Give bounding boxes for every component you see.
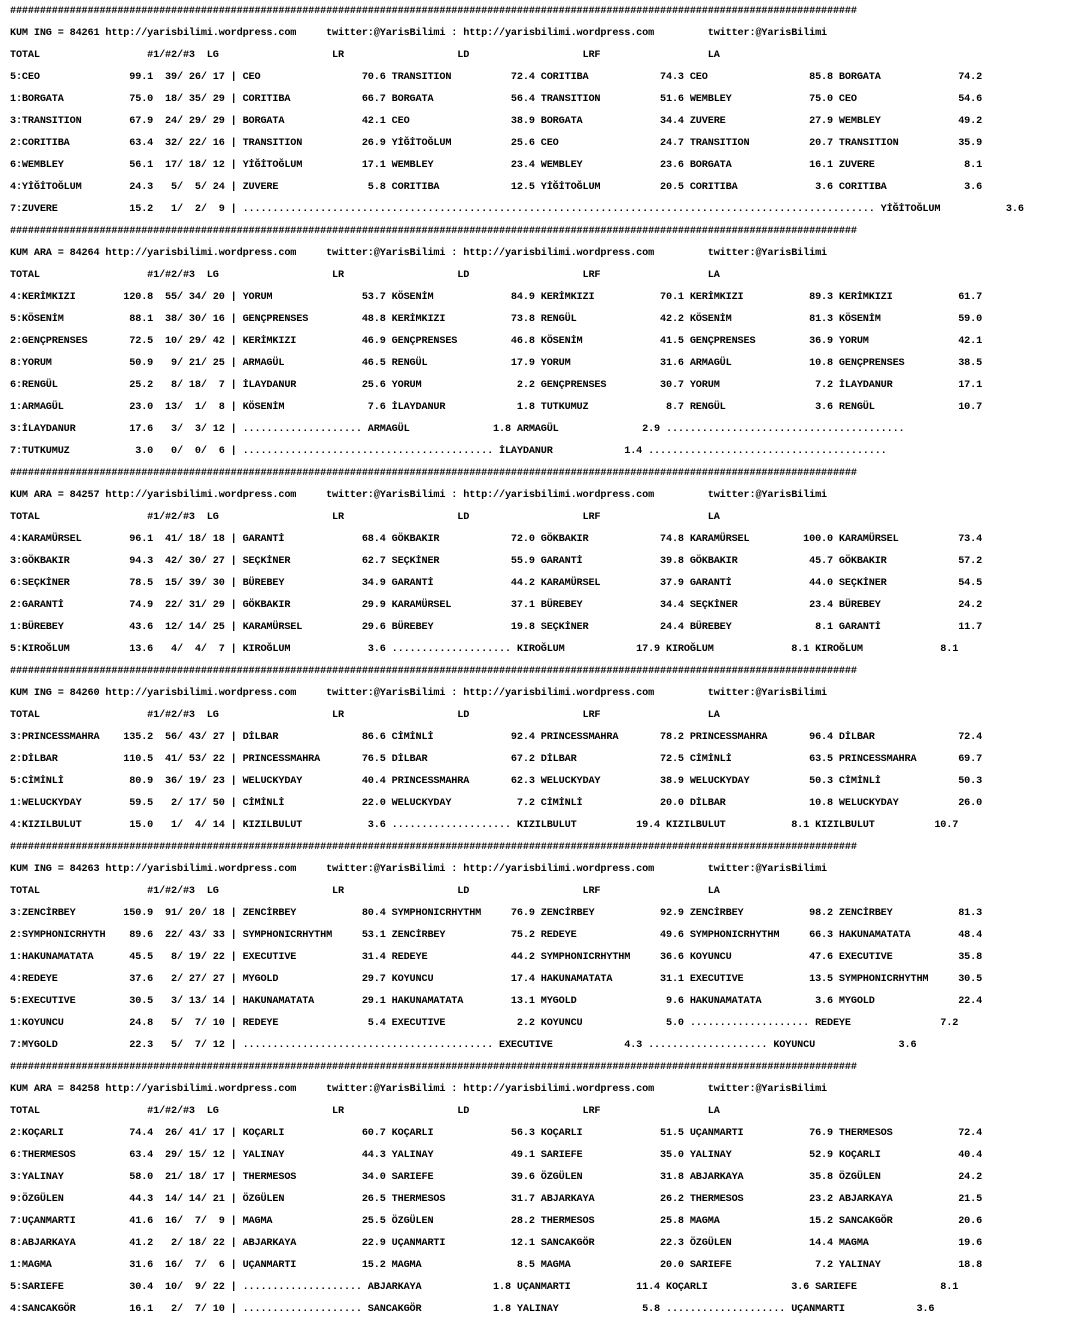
result-row: 5:EXECUTIVE 30.5 3/ 13/ 14 | HAKUNAMATATA 29.1 HAKUNAMATATA 13.1 MYGOLD 9.6 HAKUNAMATATA 3.6 MYGOLD 22.4: [10, 996, 983, 1007]
result-row: 1:HAKUNAMATATA 45.5 8/ 19/ 22 | EXECUTIVE 31.4 REDEYE 44.2 SYMPHONICRHYTHM 36.6 KOYUNCU 47.6 EXECUTIVE 35.8: [10, 952, 983, 963]
result-row: 9:ÖZGÜLEN 44.3 14/ 14/ 21 | ÖZGÜLEN 26.5 THERMESOS 31.7 ABJARKAYA 26.2 THERMESOS 23.2 ABJARKAYA 21.5: [10, 1194, 983, 1205]
result-row: 3:GÖKBAKIR 94.3 42/ 30/ 27 | SEÇKİNER 62.7 SEÇKİNER 55.9 GARANTİ 39.8 GÖKBAKIR 45.7 GÖKBAKIR 57.2: [10, 556, 983, 567]
result-row: 1:MAGMA 31.6 16/ 7/ 6 | UÇANMARTI 15.2 MAGMA 8.5 MAGMA 20.0 SARIEFE 7.2 YALINAY 18.8: [10, 1260, 983, 1271]
result-row: 5:CİMİNLİ 80.9 36/ 19/ 23 | WELUCKYDAY 40.4 PRINCESSMAHRA 62.3 WELUCKYDAY 38.9 WELUCKYDAY 50.3 CİMİNLİ 50.3: [10, 776, 983, 787]
result-row: 4:KERİMKIZI 120.8 55/ 34/ 20 | YORUM 53.7 KÖSENİM 84.9 KERİMKIZI 70.1 KERİMKIZI 89.3 KERİMKIZI 61.7: [10, 292, 983, 303]
separator-line: ##############################################################################################################################################: [10, 1062, 857, 1073]
race-header: KUM ING = 84263 http://yarisbilimi.wordpress.com twitter:@YarisBilimi : http://yarisbilimi.wordpress.com twitter:@YarisBilimi: [10, 864, 827, 875]
result-row: 4:YİĞİTOĞLUM 24.3 5/ 5/ 24 | ZUVERE 5.8 CORITIBA 12.5 YİĞİTOĞLUM 20.5 CORITIBA 3.6 CORITIBA 3.6: [10, 182, 983, 193]
result-row: 6:THERMESOS 63.4 29/ 15/ 12 | YALINAY 44.3 YALINAY 49.1 SARIEFE 35.0 YALINAY 52.9 KOÇARLI 40.4: [10, 1150, 983, 1161]
result-row: 7:ZUVERE 15.2 1/ 2/ 9 | .......................................................................................................... YİĞİTOĞLUM 3.6: [10, 204, 1024, 215]
column-header: TOTAL #1/#2/#3 LG LR LD LRF LA: [10, 50, 720, 61]
result-row: 8:YORUM 50.9 9/ 21/ 25 | ARMAGÜL 46.5 RENGÜL 17.9 YORUM 31.6 ARMAGÜL 10.8 GENÇPRENSES 38.5: [10, 358, 983, 369]
column-header: TOTAL #1/#2/#3 LG LR LD LRF LA: [10, 710, 720, 721]
result-row: 4:KARAMÜRSEL 96.1 41/ 18/ 18 | GARANTİ 68.4 GÖKBAKIR 72.0 GÖKBAKIR 74.8 KARAMÜRSEL 100.0 KARAMÜRSEL 73.4: [10, 534, 983, 545]
result-row: 1:BORGATA 75.0 18/ 35/ 29 | CORITIBA 66.7 BORGATA 56.4 TRANSITION 51.6 WEMBLEY 75.0 CEO 54.6: [10, 94, 983, 105]
result-row: 2:GARANTİ 74.9 22/ 31/ 29 | GÖKBAKIR 29.9 KARAMÜRSEL 37.1 BÜREBEY 34.4 SEÇKİNER 23.4 BÜREBEY 24.2: [10, 600, 983, 611]
result-row: 3:ZENCİRBEY 150.9 91/ 20/ 18 | ZENCİRBEY 80.4 SYMPHONICRHYTHM 76.9 ZENCİRBEY 92.9 ZENCİRBEY 98.2 ZENCİRBEY 81.3: [10, 908, 983, 919]
race-header: KUM ARA = 84264 http://yarisbilimi.wordpress.com twitter:@YarisBilimi : http://yarisbilimi.wordpress.com twitter:@YarisBilimi: [10, 248, 827, 259]
result-row: 7:MYGOLD 22.3 5/ 7/ 12 | .......................................... EXECUTIVE 4.3 .................... KOYUNCU 3.6: [10, 1040, 917, 1051]
result-row: 7:TUTKUMUZ 3.0 0/ 0/ 6 | .......................................... İLAYDANUR 1.4 ........................................: [10, 446, 887, 457]
result-row: 3:TRANSITION 67.9 24/ 29/ 29 | BORGATA 42.1 CEO 38.9 BORGATA 34.4 ZUVERE 27.9 WEMBLEY 49.2: [10, 116, 983, 127]
column-header: TOTAL #1/#2/#3 LG LR LD LRF LA: [10, 512, 720, 523]
result-row: 2:KOÇARLI 74.4 26/ 41/ 17 | KOÇARLI 60.7 KOÇARLI 56.3 KOÇARLI 51.5 UÇANMARTI 76.9 THERMESOS 72.4: [10, 1128, 983, 1139]
result-row: 5:KIROĞLUM 13.6 4/ 4/ 7 | KIROĞLUM 3.6 .................... KIROĞLUM 17.9 KIROĞLUM 8.1 KIROĞLUM 8.1: [10, 644, 959, 655]
result-row: 6:RENGÜL 25.2 8/ 18/ 7 | İLAYDANUR 25.6 YORUM 2.2 GENÇPRENSES 30.7 YORUM 7.2 İLAYDANUR 17.1: [10, 380, 983, 391]
result-row: 7:UÇANMARTI 41.6 16/ 7/ 9 | MAGMA 25.5 ÖZGÜLEN 28.2 THERMESOS 25.8 MAGMA 15.2 SANCAKGÖR 20.6: [10, 1216, 983, 1227]
result-row: 4:SANCAKGÖR 16.1 2/ 7/ 10 | .................... SANCAKGÖR 1.8 YALINAY 5.8 .................... UÇANMARTI 3.6: [10, 1304, 935, 1315]
result-row: 6:WEMBLEY 56.1 17/ 18/ 12 | YİĞİTOĞLUM 17.1 WEMBLEY 23.4 WEMBLEY 23.6 BORGATA 16.1 ZUVERE 8.1: [10, 160, 983, 171]
column-header: TOTAL #1/#2/#3 LG LR LD LRF LA: [10, 1106, 720, 1117]
result-row: 5:KÖSENİM 88.1 38/ 30/ 16 | GENÇPRENSES 48.8 KERİMKIZI 73.8 RENGÜL 42.2 KÖSENİM 81.3 KÖSENİM 59.0: [10, 314, 983, 325]
result-row: 4:KIZILBULUT 15.0 1/ 4/ 14 | KIZILBULUT 3.6 .................... KIZILBULUT 19.4 KIZILBULUT 8.1 KIZILBULUT 10.7: [10, 820, 959, 831]
result-row: 1:ARMAGÜL 23.0 13/ 1/ 8 | KÖSENİM 7.6 İLAYDANUR 1.8 TUTKUMUZ 8.7 RENGÜL 3.6 RENGÜL 10.7: [10, 402, 983, 413]
race-header: KUM ING = 84261 http://yarisbilimi.wordpress.com twitter:@YarisBilimi : http://yarisbilimi.wordpress.com twitter:@YarisBilimi: [10, 28, 827, 39]
separator-line: ##############################################################################################################################################: [10, 842, 857, 853]
result-row: 5:SARIEFE 30.4 10/ 9/ 22 | .................... ABJARKAYA 1.8 UÇANMARTI 11.4 KOÇARLI 3.6 SARIEFE 8.1: [10, 1282, 959, 1293]
result-row: 6:SEÇKİNER 78.5 15/ 39/ 30 | BÜREBEY 34.9 GARANTİ 44.2 KARAMÜRSEL 37.9 GARANTİ 44.0 SEÇKİNER 54.5: [10, 578, 983, 589]
race-header: KUM ARA = 84257 http://yarisbilimi.wordpress.com twitter:@YarisBilimi : http://yarisbilimi.wordpress.com twitter:@YarisBilimi: [10, 490, 827, 501]
separator-line: ##############################################################################################################################################: [10, 468, 857, 479]
result-row: 1:BÜREBEY 43.6 12/ 14/ 25 | KARAMÜRSEL 29.6 BÜREBEY 19.8 SEÇKİNER 24.4 BÜREBEY 8.1 GARANTİ 11.7: [10, 622, 983, 633]
race-header: KUM ING = 84260 http://yarisbilimi.wordpress.com twitter:@YarisBilimi : http://yarisbilimi.wordpress.com twitter:@YarisBilimi: [10, 688, 827, 699]
result-row: 2:GENÇPRENSES 72.5 10/ 29/ 42 | KERİMKIZI 46.9 GENÇPRENSES 46.8 KÖSENİM 41.5 GENÇPRENSES 36.9 YORUM 42.1: [10, 336, 983, 347]
result-row: 2:CORITIBA 63.4 32/ 22/ 16 | TRANSITION 26.9 YİĞİTOĞLUM 25.6 CEO 24.7 TRANSITION 20.7 TRANSITION 35.9: [10, 138, 983, 149]
result-row: 1:KOYUNCU 24.8 5/ 7/ 10 | REDEYE 5.4 EXECUTIVE 2.2 KOYUNCU 5.0 .................... REDEYE 7.2: [10, 1018, 959, 1029]
race-header: KUM ARA = 84258 http://yarisbilimi.wordpress.com twitter:@YarisBilimi : http://yarisbilimi.wordpress.com twitter:@YarisBilimi: [10, 1084, 827, 1095]
column-header: TOTAL #1/#2/#3 LG LR LD LRF LA: [10, 270, 720, 281]
result-row: 4:REDEYE 37.6 2/ 27/ 27 | MYGOLD 29.7 KOYUNCU 17.4 HAKUNAMATATA 31.1 EXECUTIVE 13.5 SYMPHONICRHYTHM 30.5: [10, 974, 983, 985]
result-row: 3:PRINCESSMAHRA 135.2 56/ 43/ 27 | DİLBAR 86.6 CİMİNLİ 92.4 PRINCESSMAHRA 78.2 PRINCESSMAHRA 96.4 DİLBAR 72.4: [10, 732, 983, 743]
separator-line: ##############################################################################################################################################: [10, 666, 857, 677]
result-row: 1:WELUCKYDAY 59.5 2/ 17/ 50 | CİMİNLİ 22.0 WELUCKYDAY 7.2 CİMİNLİ 20.0 DİLBAR 10.8 WELUCKYDAY 26.0: [10, 798, 983, 809]
result-row: 2:DİLBAR 110.5 41/ 53/ 22 | PRINCESSMAHRA 76.5 DİLBAR 67.2 DİLBAR 72.5 CİMİNLİ 63.5 PRINCESSMAHRA 69.7: [10, 754, 983, 765]
result-row: 2:SYMPHONICRHYTH 89.6 22/ 43/ 33 | SYMPHONICRHYTHM 53.1 ZENCİRBEY 75.2 REDEYE 49.6 SYMPHONICRHYTHM 66.3 HAKUNAMATATA 48.4: [10, 930, 983, 941]
separator-line: ##############################################################################################################################################: [10, 6, 857, 17]
result-row: 5:CEO 99.1 39/ 26/ 17 | CEO 70.6 TRANSITION 72.4 CORITIBA 74.3 CEO 85.8 BORGATA 74.2: [10, 72, 983, 83]
result-row: 3:YALINAY 58.0 21/ 18/ 17 | THERMESOS 34.0 SARIEFE 39.6 ÖZGÜLEN 31.8 ABJARKAYA 35.8 ÖZGÜLEN 24.2: [10, 1172, 983, 1183]
result-row: 3:İLAYDANUR 17.6 3/ 3/ 12 | .................... ARMAGÜL 1.8 ARMAGÜL 2.9 ........................................: [10, 424, 905, 435]
separator-line: ##############################################################################################################################################: [10, 226, 857, 237]
result-row: 8:ABJARKAYA 41.2 2/ 18/ 22 | ABJARKAYA 22.9 UÇANMARTI 12.1 SANCAKGÖR 22.3 ÖZGÜLEN 14.4 MAGMA 19.6: [10, 1238, 983, 1249]
column-header: TOTAL #1/#2/#3 LG LR LD LRF LA: [10, 886, 720, 897]
